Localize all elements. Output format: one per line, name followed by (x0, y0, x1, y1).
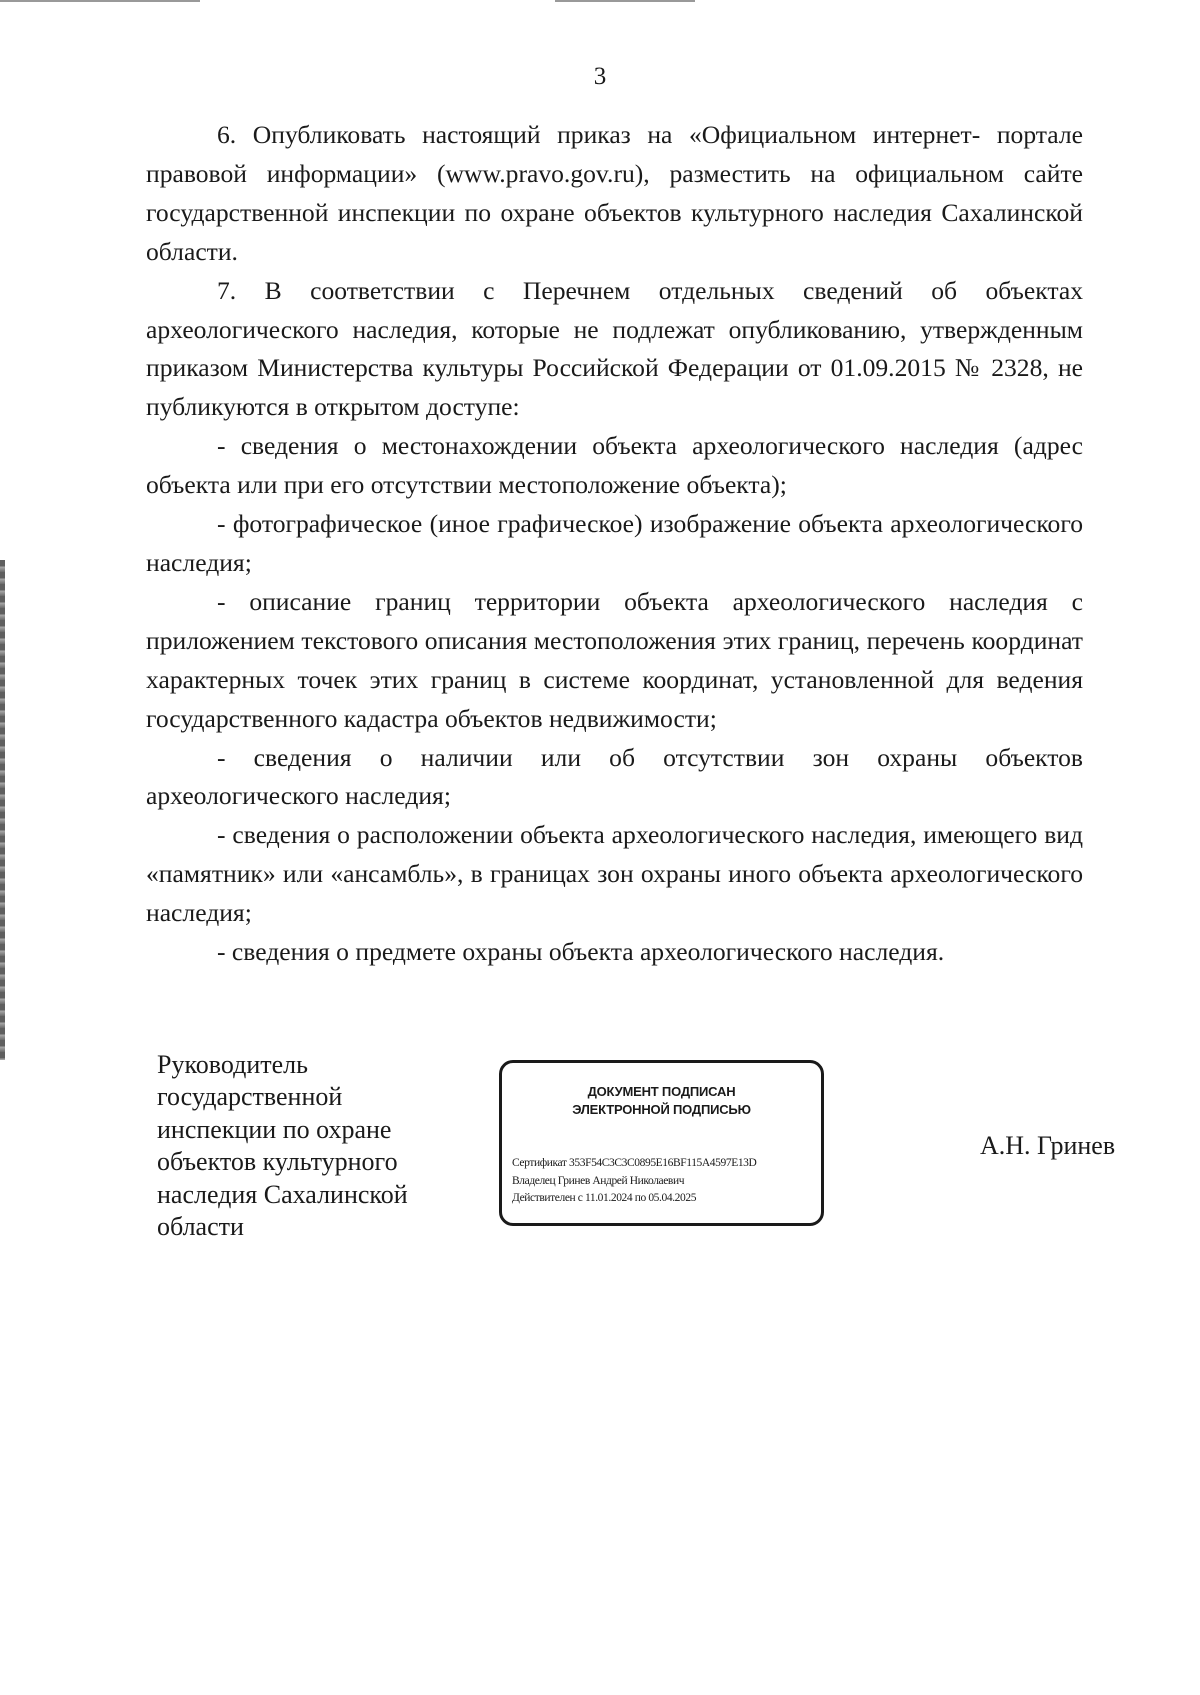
scan-artifact-rule (0, 0, 200, 2)
stamp-owner: Владелец Гринев Андрей Николаевич (512, 1174, 685, 1187)
signatory-title-line: объектов культурного (157, 1147, 398, 1177)
stamp-details (512, 1155, 756, 1208)
signatory-title-line: области (157, 1212, 244, 1242)
stamp-heading-line: ДОКУМЕНТ ПОДПИСАН (587, 1084, 736, 1099)
list-item-protection-zones: - сведения о наличии или об отсутствии зон охраны объектов археологического наследия; (146, 742, 1083, 811)
scan-artifact-rule (555, 0, 695, 2)
stamp-heading (502, 1083, 821, 1119)
paragraph-restricted-info: 7. В соответствии с Перечнем отдельных сведений об объектах археологического наследия, которые не подлежат опубликованию, утвержденным приказом Министерства культуры Российской Федерации от 01.09.2015 № 2328, не публикуются в открытом доступе: (146, 275, 1083, 422)
list-item-monument-location: - сведения о расположении объекта археологического наследия, имеющего вид «памятник» или «ансамбль», в границах зон охраны иного объекта археологического наследия; (146, 820, 1083, 928)
order-body (146, 116, 1083, 972)
electronic-signature-stamp (499, 1060, 824, 1226)
page-number: 3 (593, 63, 607, 90)
list-item-photo: - фотографическое (иное графическое) изображение объекта археологического наследия; (146, 509, 1083, 577)
signatory-title-line: наследия Сахалинской (157, 1179, 408, 1209)
scan-edge-artifact (0, 560, 5, 1060)
stamp-validity: Действителен с 11.01.2024 по 05.04.2025 (512, 1192, 697, 1204)
paragraph-publish: 6. Опубликовать настоящий приказ на «Официальном интернет- портале правовой информации» (www.pravo.gov.ru), разместить на официальном сайте государственной инспекции по охране объектов культурного наследия Сахалинской области. (146, 120, 1083, 266)
signatory-title-line: Руководитель (157, 1050, 308, 1079)
signatory-title-line: инспекции по охране (157, 1114, 392, 1144)
list-item-protection-subject: - сведения о предмете охраны объекта археологического наследия. (217, 937, 945, 967)
list-item-boundaries: - описание границ территории объекта археологического наследия с приложением текстового описания местоположения этих границ, перечень координат характерных точек этих границ в системе координат, установленной для ведения государственного кадастра объектов недвижимости; (146, 586, 1083, 733)
stamp-certificate: Сертификат 353F54C3C3C0895E16BF115A4597E13D (512, 1157, 757, 1169)
stamp-heading-line: ЭЛЕКТРОННОЙ ПОДПИСЬЮ (572, 1102, 751, 1117)
signatory-title (157, 1049, 447, 1243)
list-item-location: - сведения о местонахождении объекта археологического наследия (адрес объекта или при его отсутствии местоположение объекта); (146, 431, 1083, 500)
signatory-title-line: государственной (157, 1082, 343, 1112)
signatory-name: А.Н. Гринев (980, 1131, 1116, 1160)
